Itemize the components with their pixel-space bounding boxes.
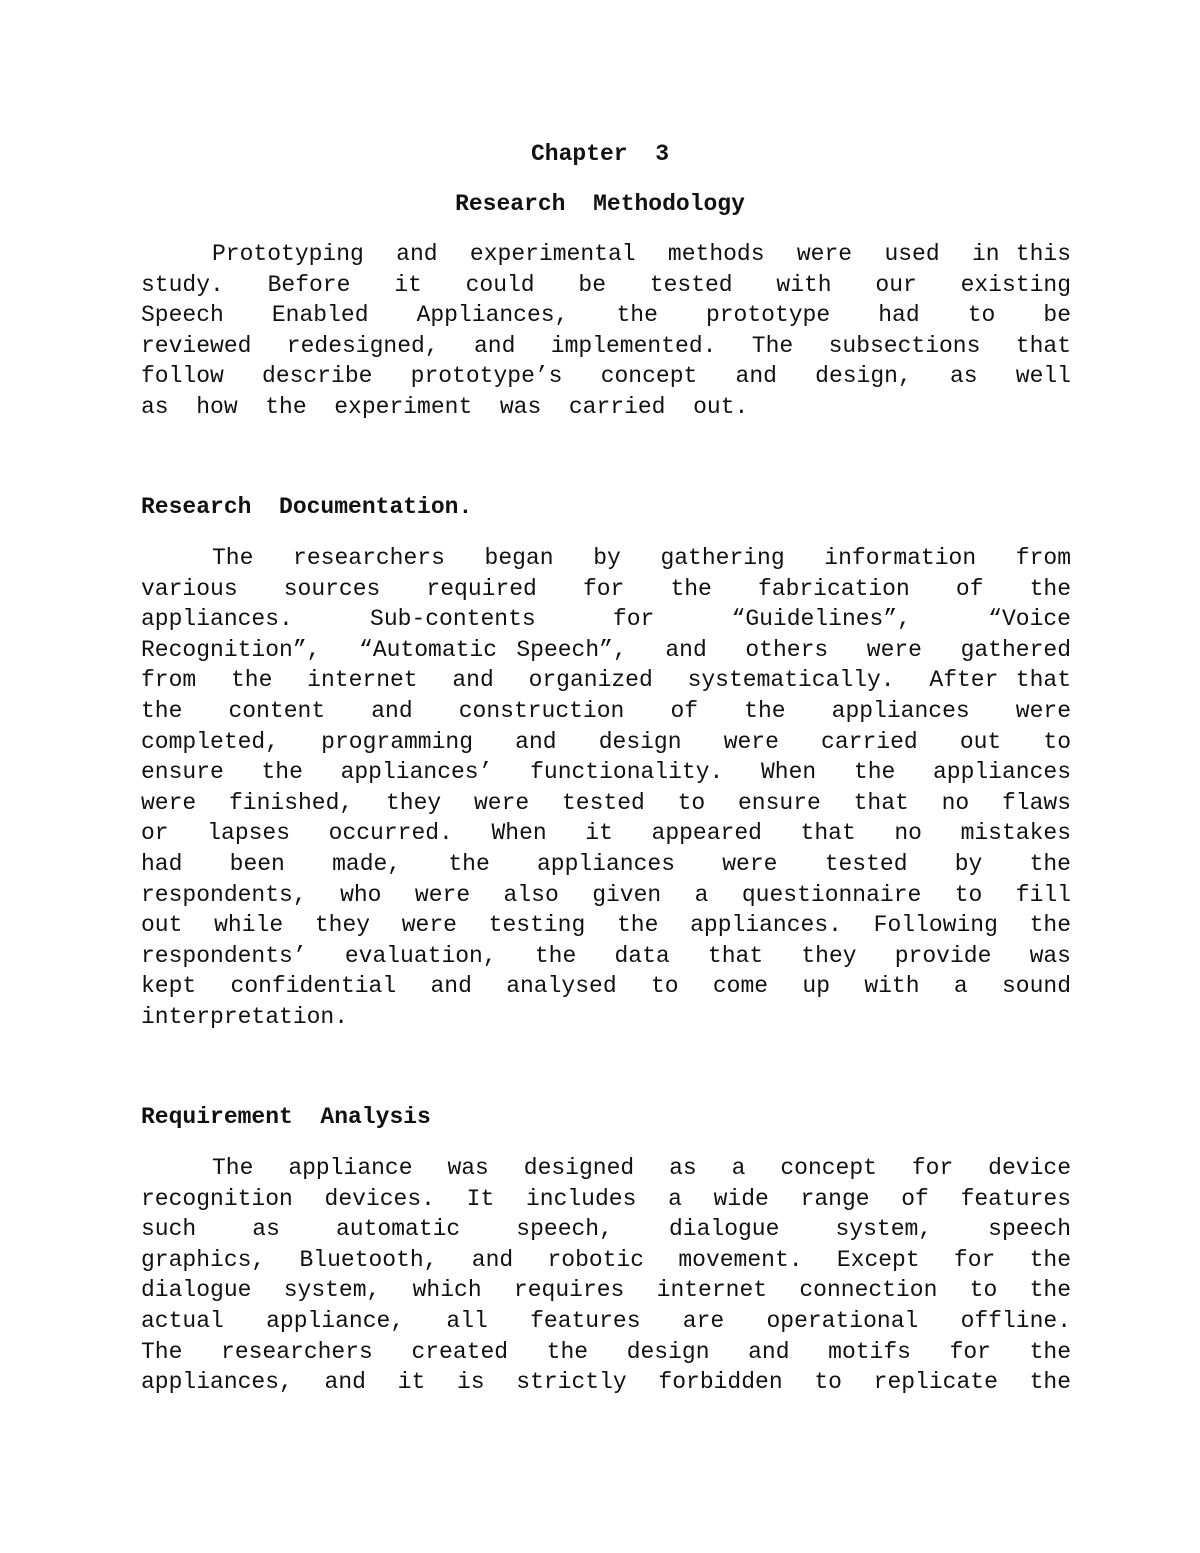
paragraph-line: respondents’ evaluation, the data that they provide was	[141, 942, 1071, 969]
paragraph-line: completed, programming and design were carried out to	[141, 728, 1071, 755]
paragraph-line: reviewed redesigned, and implemented. The subsections that	[141, 332, 1071, 359]
intro-paragraph	[141, 239, 1071, 423]
paragraph-line: The appliance was designed as a concept for device	[212, 1155, 1071, 1181]
paragraph-line: appliances. Sub-contents for “Guidelines”, “Voice	[141, 606, 1071, 633]
paragraph-line: such as automatic speech, dialogue system, speech	[141, 1216, 1071, 1243]
paragraph-line: actual appliance, all features are operational offline.	[141, 1307, 1071, 1334]
paragraph-line: The researchers began by gathering information from	[212, 545, 1071, 571]
paragraph-line: appliances, and it is strictly forbidden to replicate the	[141, 1369, 1071, 1396]
section-heading-research-documentation: Research Documentation.	[141, 494, 473, 520]
paragraph-line: graphics, Bluetooth, and robotic movement. Except for the	[141, 1246, 1071, 1273]
paragraph-line: Speech Enabled Appliances, the prototype had to be	[141, 302, 1071, 329]
paragraph-line: or lapses occurred. When it appeared that no mistakes	[141, 820, 1071, 847]
paragraph-line: follow describe prototype’s concept and design, as well	[141, 363, 1071, 390]
paragraph-line: study. Before it could be tested with our existing	[141, 271, 1071, 298]
research-documentation-paragraph	[141, 543, 1071, 1033]
paragraph-line: recognition devices. It includes a wide range of features	[141, 1185, 1071, 1212]
chapter-title: Chapter 3	[530, 141, 670, 167]
chapter-subtitle: Research Methodology	[455, 191, 745, 217]
paragraph-line: from the internet and organized systematically. After that	[141, 667, 1071, 694]
paragraph-line: Recognition”, “Automatic Speech”, and others were gathered	[141, 636, 1071, 663]
paragraph-line: ensure the appliances’ functionality. When the appliances	[141, 759, 1071, 786]
requirement-analysis-paragraph	[141, 1153, 1071, 1398]
paragraph-line: as how the experiment was carried out.	[141, 393, 749, 420]
paragraph-line: were finished, they were tested to ensure that no flaws	[141, 789, 1071, 816]
paragraph-line: respondents, who were also given a questionnaire to fill	[141, 881, 1071, 908]
section-heading-requirement-analysis: Requirement Analysis	[141, 1104, 431, 1130]
paragraph-line: kept confidential and analysed to come up with a sound	[141, 973, 1071, 1000]
paragraph-line: out while they were testing the appliances. Following the	[141, 912, 1071, 939]
paragraph-line: interpretation.	[141, 1003, 349, 1030]
paragraph-line: had been made, the appliances were tested by the	[141, 850, 1071, 877]
paragraph-line: dialogue system, which requires internet connection to the	[141, 1277, 1071, 1304]
paragraph-line: The researchers created the design and motifs for the	[141, 1338, 1071, 1365]
paragraph-line: Prototyping and experimental methods were used in this	[212, 241, 1071, 267]
paragraph-line: various sources required for the fabrication of the	[141, 575, 1071, 602]
paragraph-line: the content and construction of the appliances were	[141, 697, 1071, 724]
